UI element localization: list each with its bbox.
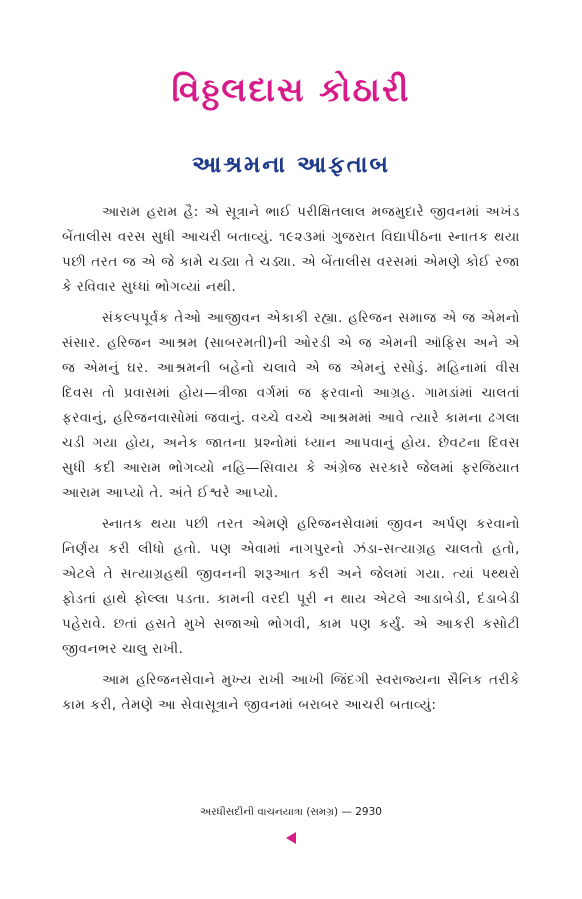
chapter-title: આશ્રમના આફતાબ <box>191 152 391 178</box>
author-name: વિઠ્ઠલદાસ કોઠારી <box>171 70 411 109</box>
paragraph-1: આરામ હરામ હૈ: એ સૂત્રાને ભાઈ પરીક્ષિતલાલ મજમુદારે જીવનમાં અખંડ બેંતાલીસ વરસ સુધી આચરી બતાવ્યું. ૧૯૨૩માં ગુજરાત વિદ્યાપીઠના સ્નાતક થયા પછી તરત જ એ જે કામે ચડ્યા તે ચડ્યા. એ બેંતાલીસ વરસમાં એમણે કોઈ રજા કે રવિવાર સુધ્ધાં ભોગવ્યાં નથી. <box>62 204 520 295</box>
paragraph-3: સ્નાતક થયા પછી તરત એમણે હરિજનસેવામાં જીવન અર્પણ કરવાનો નિર્ણય કરી લીધો હતો. પણ એવામાં નાગપુરનો ઝંડા-સત્યાગ્રહ ચાલતો હતો, એટલે તે સત્યાગ્રહથી જીવનની શરૂઆત કરી અને જેલમાં ગયા. ત્યાં પથ્થરો ફોડતાં હાથે ફોલ્લા પડતા. કામની વરદી પૂરી ન થાય એટલે આડાબેડી, દંડાબેડી પહેરાવે. છતાં હસતે મુખે સજાઓ ભોગવી, કામ પણ કર્યું. એ આકરી કસોટી જીવનભર ચાલુ રાખી. <box>62 516 520 657</box>
paragraph-2: સંકલ્પપૂર્વક તેઓ આજીવન એકાકી રહ્યા. હરિજન સમાજ એ જ એમનો સંસાર. હરિજન આશ્રમ (સાબરમતી)ની ઓરડી એ જ એમની ઑફિસ અને એ જ એમનું ઘર. આશ્રમની બહેનો ચલાવે એ જ એમનું રસોડું. મહિનામાં વીસ દિવસ તો પ્રવાસમાં હોય—ત્રીજા વર્ગમાં જ ફરવાનો આગ્રહ. ગામડાંમાં ચાલતાં ફરવાનું, હરિજનવાસોમાં જવાનું. વચ્ચે વચ્ચે આશ્રમમાં આવે ત્યારે કામના ઢગલા ચડી ગયા હોય, અનેક જાતના પ્રશ્નોમાં ધ્યાન આપવાનું હોય. છેવટના દિવસ સુધી કદી આરામ ભોગવ્યો નહિ—સિવાય કે અંગ્રેજ સરકારે જેલમાં ફરજિયાત આરામ આપ્યો તે. અંતે ઈશ્વરે આપ્યો. <box>62 310 520 501</box>
paragraph-4: આમ હરિજનસેવાને મુખ્ય રાખી આખી જિંદગી સ્વરાજ્યના સૈનિક તરીકે કામ કરી, તેમણે આ સેવાસૂત્રાને જીવનમાં બરાબર આચરી બતાવ્યું: <box>62 672 520 713</box>
article-body <box>62 200 520 724</box>
page-footer: અરધીસદીની વાચનયાત્રા (સમગ્ર) — 2930 <box>200 806 382 818</box>
previous-page-arrow-icon[interactable] <box>286 832 296 844</box>
